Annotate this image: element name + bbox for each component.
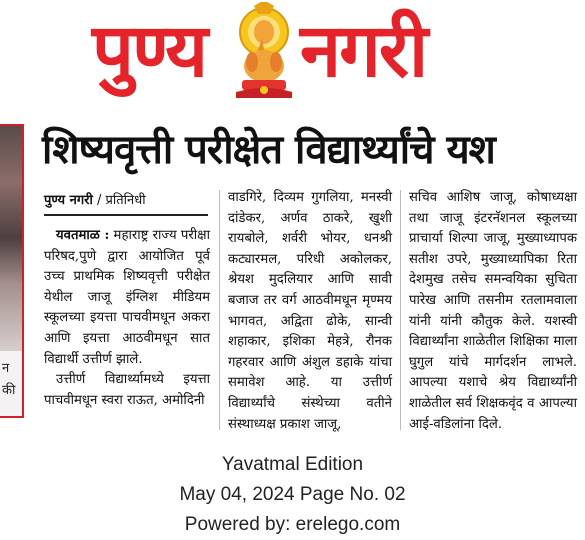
adjacent-photo — [0, 126, 22, 351]
masthead-title-left: पुण्य — [92, 8, 207, 94]
edition-name: Yavatmal Edition — [221, 454, 364, 475]
column-divider — [219, 190, 220, 430]
paragraph-2-cont: वाडगिरे, दिव्यम गुगलिया, मनस्वी दांडेकर, अर्णव ठाकरे, खुशी रायबोले, शर्वरी भोयर, धनश्री कट्यारमल, परिधी अकोलकर, श्रेयश मुदलियार आणि सावी बजाज तर वर्ग आठवीमधून मृण्मय भागवत, अद्विता ढोके, सान्वी शहाकार, इशिका मेहत्रे, रौनक गहरवार आणि अंशुल डहाके यांचा समावेश आहे. या उत्तीर्ण विद्यार्थ्यांचे संस्थेच्या वतीने संस्थाध्यक्ष प्रकाश जाजू, — [228, 190, 392, 432]
headline: शिष्यवृत्ती परीक्षेत विद्यार्थ्यांचे यश — [42, 127, 495, 173]
column-divider — [400, 190, 401, 430]
byline-rule — [44, 214, 208, 216]
powered-by: Powered by: erelego.com — [184, 514, 401, 535]
byline-role: प्रतिनिधी — [105, 193, 146, 208]
paragraph-2-end: सचिव आशिष जाजू, कोषाध्यक्षा तथा जाजू इंटरनॅशनल स्कूलच्या प्राचार्या शिल्पा जाजू, मुख्याध्यापक सतीश उपरे, मुख्याध्यापिका रिता देशमुख तसेच समन्वयिका सुचिता पारेख आणि तसनीम रतलामवाला यांनी यांनी कौतुक केले. यशस्वी विद्यार्थ्यांना शाळेतील शिक्षिका माला घुगुल यांचे मार्गदर्शन लाभले. आपल्या यशाचे श्रेय विद्यार्थ्यांनी शाळेतील सर्व शिक्षकवृंद व आपल्या आई-वडिलांना दिले. — [409, 190, 577, 432]
article-column-2 — [228, 188, 392, 435]
dateline: यवतमाळ : — [56, 228, 110, 243]
byline-paper: पुण्य नगरी — [44, 193, 93, 208]
edition-date-page: May 04, 2024 Page No. 02 — [179, 484, 406, 505]
paragraph-2: उत्तीर्ण विद्यार्थ्यामध्ये इयत्ता पाचवीमधून स्वरा राऊत, अमोदिनी — [44, 372, 210, 408]
article-column-1 — [44, 226, 210, 411]
edition-footer — [0, 450, 585, 540]
ganesha-icon — [228, 2, 300, 100]
adjacent-text-2: की — [2, 383, 16, 398]
adjacent-article-strip — [0, 124, 24, 418]
byline-separator: / — [92, 193, 106, 208]
article-column-3 — [409, 188, 577, 435]
paragraph-1 — [44, 226, 210, 370]
adjacent-text-1: न — [2, 361, 10, 376]
masthead-title-right: नगरी — [300, 8, 427, 94]
masthead — [0, 0, 585, 108]
byline — [44, 190, 146, 208]
paragraph-1-text: महाराष्ट्र राज्य परीक्षा परिषद,पुणे द्वारा आयोजित पूर्व उच्च प्राथमिक शिष्यवृत्ती परीक्षेत येथील जाजू इंग्लिश मीडियम स्कूलच्या इयत्ता पाचवीमधून अकरा आणि इयत्ता आठवीमधून सात विद्यार्थी उत्तीर्ण झाले. — [44, 228, 211, 367]
